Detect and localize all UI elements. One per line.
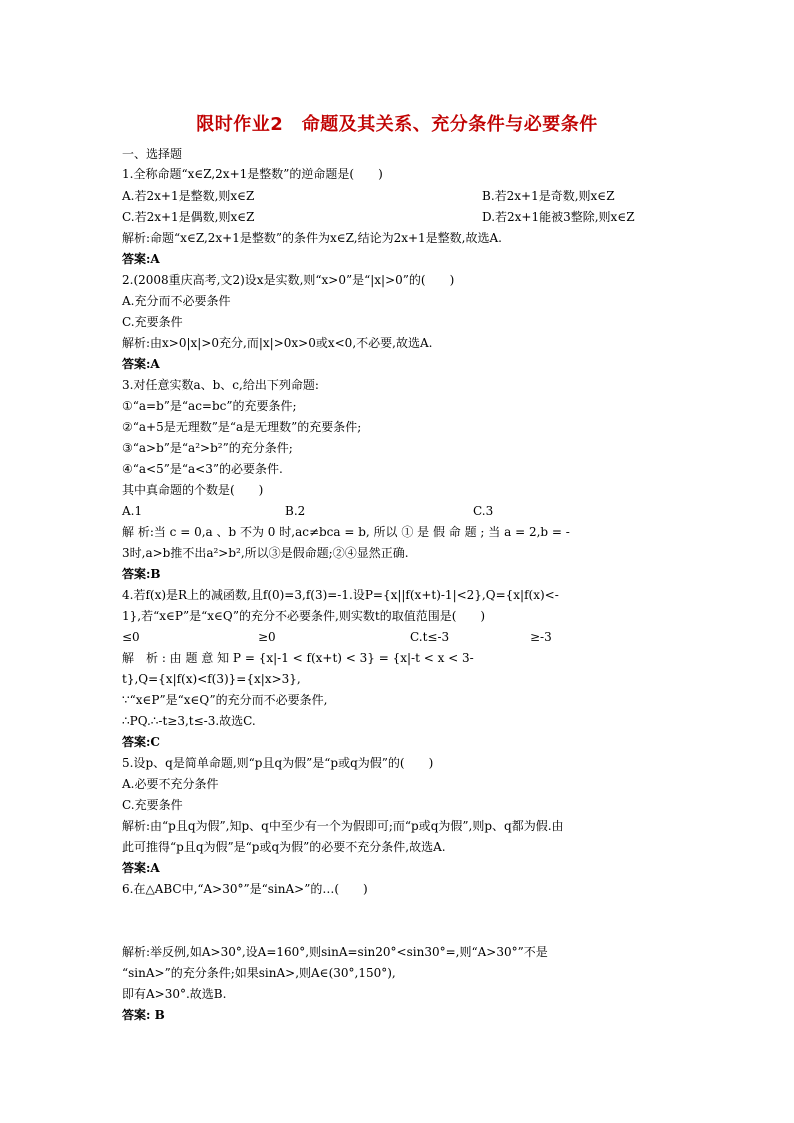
q5-option-c: C.充要条件	[122, 798, 183, 812]
q4-option-b: ≥0	[258, 630, 276, 644]
q6-stem: 6.在△ABC中,“A>30°”是“sinA>”的…( )	[122, 882, 368, 896]
q1-answer: 答案:A	[122, 252, 160, 266]
q6-analysis-line3: 即有A>30°.故选B.	[122, 987, 227, 1001]
q2-analysis: 解析:由x>0|x|>0充分,而|x|>0x>0或x<0,不必要,故选A.	[122, 336, 433, 350]
q4-analysis-line3: ∵“x∈P”是“x∈Q”的充分而不必要条件,	[122, 693, 328, 707]
q3-analysis-line1: 解 析:当 c = 0,a 、b 不为 0 时,ac≠bca = b, 所以 ① 是 假 命 题 ; 当 a = 2,b = -	[122, 525, 570, 539]
q3-ask: 其中真命题的个数是( )	[122, 483, 264, 497]
q4-option-a: ≤0	[122, 630, 140, 644]
q3-proposition-3: ③“a>b”是“a²>b²”的充分条件;	[122, 441, 293, 455]
q6-answer: 答案: B	[122, 1008, 165, 1022]
q3-option-a: A.1	[122, 504, 143, 518]
page-title: 限时作业2 命题及其关系、充分条件与必要条件	[196, 114, 598, 135]
q1-analysis: 解析:命题“x∈Z,2x+1是整数”的条件为x∈Z,结论为2x+1是整数,故选A.	[122, 231, 502, 245]
q5-analysis-line2: 此可推得“p且q为假”是“p或q为假”的必要不充分条件,故选A.	[122, 840, 446, 854]
q3-stem: 3.对任意实数a、b、c,给出下列命题:	[122, 378, 319, 392]
q4-analysis-line4: ∴PQ.∴-t≥3,t≤-3.故选C.	[122, 714, 256, 728]
q6-analysis-line2: “sinA>”的充分条件;如果sinA>,则A∈(30°,150°),	[122, 966, 396, 980]
q4-option-c: C.t≤-3	[410, 630, 450, 644]
q1-option-c: C.若2x+1是偶数,则x∈Z	[122, 210, 255, 224]
q1-option-a: A.若2x+1是整数,则x∈Z	[122, 189, 255, 203]
q5-stem: 5.设p、q是简单命题,则“p且q为假”是“p或q为假”的( )	[122, 756, 434, 770]
q4-stem-line2: 1},若“x∈P”是“x∈Q”的充分不必要条件,则实数t的取值范围是( )	[122, 609, 486, 623]
q3-proposition-1: ①“a=b”是“ac=bc”的充要条件;	[122, 399, 297, 413]
q3-option-c: C.3	[473, 504, 494, 518]
q1-option-d: D.若2x+1能被3整除,则x∈Z	[482, 210, 635, 224]
q4-stem-line1: 4.若f(x)是R上的减函数,且f(0)=3,f(3)=-1.设P={x||f(x+t)-1|<2},Q={x|f(x)<-	[122, 588, 559, 602]
q3-answer: 答案:B	[122, 567, 161, 581]
q3-proposition-4: ④“a<5”是“a<3”的必要条件.	[122, 462, 283, 476]
section-heading: 一、选择题	[122, 147, 183, 161]
q4-option-d: ≥-3	[530, 630, 552, 644]
q1-stem: 1.全称命题“x∈Z,2x+1是整数”的逆命题是( )	[122, 167, 383, 181]
q3-option-b: B.2	[285, 504, 306, 518]
q3-analysis-line2: 3时,a>b推不出a²>b²,所以③是假命题;②④显然正确.	[122, 546, 409, 560]
q2-stem: 2.(2008重庆高考,文2)设x是实数,则“x>0”是“|x|>0”的( )	[122, 273, 455, 287]
q5-answer: 答案:A	[122, 861, 160, 875]
q4-answer: 答案:C	[122, 735, 160, 749]
q2-option-a: A.充分而不必要条件	[122, 294, 231, 308]
q1-option-b: B.若2x+1是奇数,则x∈Z	[482, 189, 615, 203]
q4-analysis-line2: t},Q={x|f(x)<f(3)}={x|x>3},	[122, 672, 301, 686]
q3-proposition-2: ②“a+5是无理数”是“a是无理数”的充要条件;	[122, 420, 362, 434]
q2-answer: 答案:A	[122, 357, 160, 371]
q2-option-c: C.充要条件	[122, 315, 183, 329]
q5-analysis-line1: 解析:由“p且q为假”,知p、q中至少有一个为假即可;而“p或q为假”,则p、q都为假.由	[122, 819, 564, 833]
q5-option-a: A.必要不充分条件	[122, 777, 219, 791]
q6-analysis-line1: 解析:举反例,如A>30°,设A=160°,则sinA=sin20°<sin30°=,则“A>30°”不是	[122, 945, 548, 959]
q4-analysis-line1: 解 析 : 由 题 意 知 P = {x|-1 < f(x+t) < 3} = {x|-t < x < 3-	[122, 651, 474, 665]
